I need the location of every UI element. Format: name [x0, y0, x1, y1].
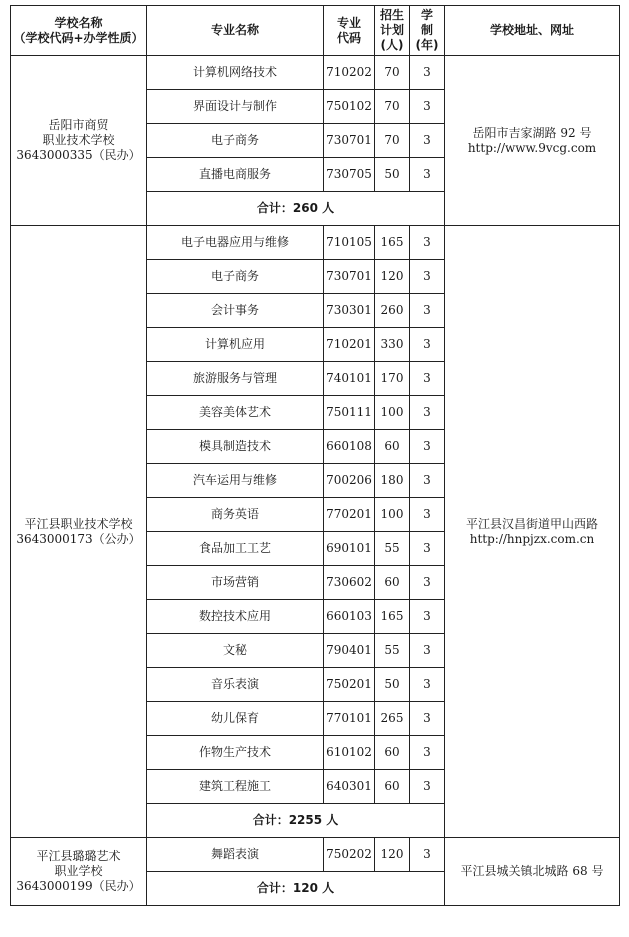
major-code: 750201: [324, 668, 375, 702]
major-code: 770201: [324, 498, 375, 532]
major-name: 界面设计与制作: [147, 90, 324, 124]
major-code: 710105: [324, 226, 375, 260]
header-plan-line2: 计划: [379, 23, 404, 37]
major-years: 3: [410, 668, 445, 702]
major-years: 3: [410, 56, 445, 90]
address-cell-lulu-art: [445, 838, 620, 906]
major-code: 750202: [324, 838, 375, 872]
major-name: 电子电器应用与维修: [147, 226, 324, 260]
school-cell-yueyang: [11, 56, 147, 226]
header-years-line3: (年): [415, 38, 439, 52]
header-years: [410, 6, 445, 56]
major-code: 770101: [324, 702, 375, 736]
address-cell-yueyang: [445, 56, 620, 226]
address-cell-pingjiang-vocational: [445, 226, 620, 838]
major-name: 市场营销: [147, 566, 324, 600]
major-code: 710201: [324, 328, 375, 362]
header-school-line2: （学校代码+办学性质）: [13, 30, 144, 45]
major-plan: 55: [375, 532, 410, 566]
major-years: 3: [410, 362, 445, 396]
major-years: 3: [410, 430, 445, 464]
header-code-line1: 专业: [336, 15, 361, 30]
major-code: 660108: [324, 430, 375, 464]
major-years: 3: [410, 566, 445, 600]
school-code-type: 3643000173（公办）: [16, 531, 141, 546]
major-code: 730602: [324, 566, 375, 600]
major-plan: 120: [375, 838, 410, 872]
school-website: http://hnpjzx.com.cn: [469, 531, 595, 546]
major-years: 3: [410, 294, 445, 328]
major-name: 模具制造技术: [147, 430, 324, 464]
major-code: 740101: [324, 362, 375, 396]
school-name-line2: 职业学校: [54, 864, 103, 878]
major-plan: 60: [375, 430, 410, 464]
major-years: 3: [410, 226, 445, 260]
header-plan: [375, 6, 410, 56]
header-years-line2: 制: [420, 23, 433, 37]
school-cell-lulu-art: [11, 838, 147, 906]
major-name: 音乐表演: [147, 668, 324, 702]
major-years: 3: [410, 124, 445, 158]
major-plan: 50: [375, 158, 410, 192]
major-code: 730705: [324, 158, 375, 192]
school-code-type: 3643000335（民办）: [16, 148, 141, 162]
major-code: 730301: [324, 294, 375, 328]
major-name: 汽车运用与维修: [147, 464, 324, 498]
header-plan-line3: (人): [380, 38, 404, 52]
major-name: 直播电商服务: [147, 158, 324, 192]
major-plan: 60: [375, 736, 410, 770]
major-name: 会计事务: [147, 294, 324, 328]
school-name-line1: 岳阳市商贸: [48, 118, 109, 132]
major-years: 3: [410, 770, 445, 804]
major-code: 660103: [324, 600, 375, 634]
major-name: 电子商务: [147, 260, 324, 294]
school-name-line1: 平江县职业技术学校: [24, 516, 133, 531]
major-name: 数控技术应用: [147, 600, 324, 634]
major-plan: 165: [375, 600, 410, 634]
major-years: 3: [410, 158, 445, 192]
major-plan: 60: [375, 566, 410, 600]
major-plan: 170: [375, 362, 410, 396]
school-code-type: 3643000199（民办）: [16, 879, 141, 893]
major-code: 790401: [324, 634, 375, 668]
major-plan: 70: [375, 56, 410, 90]
header-row: [11, 6, 620, 56]
major-code: 730701: [324, 260, 375, 294]
school-total: 合计：120 人: [147, 872, 445, 906]
major-name: 作物生产技术: [147, 736, 324, 770]
major-name: 幼儿保育: [147, 702, 324, 736]
major-name: 文秘: [147, 634, 324, 668]
header-major: 专业名称: [147, 6, 324, 56]
major-plan: 70: [375, 90, 410, 124]
school-address: 岳阳市吉家湖路 92 号: [472, 125, 592, 140]
major-plan: 60: [375, 770, 410, 804]
major-years: 3: [410, 702, 445, 736]
header-code: [324, 6, 375, 56]
major-plan: 260: [375, 294, 410, 328]
header-school-line1: 学校名称: [54, 15, 103, 30]
major-years: 3: [410, 464, 445, 498]
major-code: 730701: [324, 124, 375, 158]
major-name: 商务英语: [147, 498, 324, 532]
major-years: 3: [410, 736, 445, 770]
major-years: 3: [410, 838, 445, 872]
major-name: 计算机应用: [147, 328, 324, 362]
major-plan: 70: [375, 124, 410, 158]
major-name: 食品加工工艺: [147, 532, 324, 566]
major-years: 3: [410, 634, 445, 668]
major-name: 电子商务: [147, 124, 324, 158]
table-row: [11, 838, 620, 872]
school-address: 平江县城关镇北城路 68 号: [460, 864, 604, 878]
major-code: 710202: [324, 56, 375, 90]
header-address: 学校地址、网址: [445, 6, 620, 56]
major-name: 旅游服务与管理: [147, 362, 324, 396]
major-plan: 180: [375, 464, 410, 498]
school-total: 合计：260 人: [147, 192, 445, 226]
major-name: 舞蹈表演: [147, 838, 324, 872]
school-name-line1: 平江县璐璐艺术: [36, 849, 121, 863]
header-plan-line1: 招生: [379, 8, 404, 22]
major-years: 3: [410, 328, 445, 362]
major-years: 3: [410, 396, 445, 430]
enrollment-table: [10, 5, 620, 906]
school-cell-pingjiang-vocational: [11, 226, 147, 838]
header-code-line2: 代码: [336, 30, 361, 45]
table-row: [11, 226, 620, 260]
major-code: 750102: [324, 90, 375, 124]
major-plan: 100: [375, 498, 410, 532]
header-years-line1: 学: [420, 8, 433, 22]
major-years: 3: [410, 90, 445, 124]
school-address: 平江县汉昌街道甲山西路: [465, 516, 598, 531]
major-years: 3: [410, 600, 445, 634]
major-name: 美容美体艺术: [147, 396, 324, 430]
major-plan: 100: [375, 396, 410, 430]
major-plan: 265: [375, 702, 410, 736]
table-row: [11, 56, 620, 90]
major-plan: 165: [375, 226, 410, 260]
major-years: 3: [410, 260, 445, 294]
major-years: 3: [410, 498, 445, 532]
school-website: http://www.9vcg.com: [467, 140, 597, 155]
major-plan: 120: [375, 260, 410, 294]
major-plan: 50: [375, 668, 410, 702]
major-code: 750111: [324, 396, 375, 430]
major-code: 690101: [324, 532, 375, 566]
major-plan: 55: [375, 634, 410, 668]
major-code: 700206: [324, 464, 375, 498]
major-plan: 330: [375, 328, 410, 362]
major-code: 610102: [324, 736, 375, 770]
school-name-line2: 职业技术学校: [42, 133, 115, 147]
header-school: [11, 6, 147, 56]
major-years: 3: [410, 532, 445, 566]
major-code: 640301: [324, 770, 375, 804]
school-total: 合计：2255 人: [147, 804, 445, 838]
major-name: 计算机网络技术: [147, 56, 324, 90]
major-name: 建筑工程施工: [147, 770, 324, 804]
